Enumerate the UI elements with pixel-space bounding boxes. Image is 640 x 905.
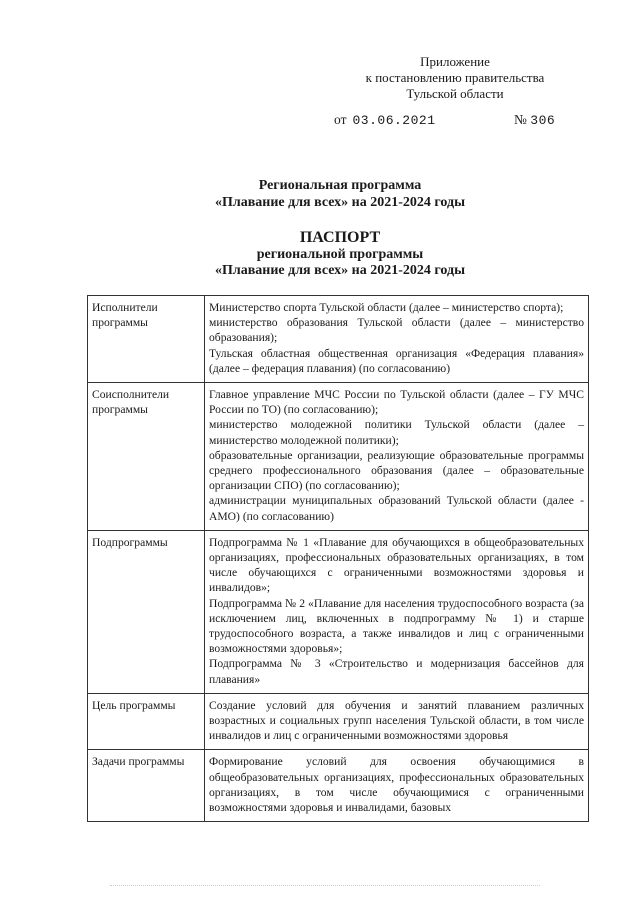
content-paragraph: министерство образования Тульской области (далее – министерство образования); [209, 316, 584, 345]
program-title [60, 177, 620, 211]
program-title-line: «Плавание для всех» на 2021-2024 годы [214, 195, 466, 210]
table-row [88, 296, 589, 383]
passport-subtitle: региональной программы [256, 247, 424, 262]
row-content [205, 296, 589, 383]
table-row [88, 383, 589, 531]
content-paragraph: Подпрограмма № 3 «Строительство и модернизация бассейнов для плавания» [209, 657, 584, 686]
decree-date: 03.06.2021 [352, 113, 436, 128]
passport-title [60, 228, 620, 279]
row-content [205, 530, 589, 693]
content-paragraph: Формирование условий для освоения обучающимися в общеобразовательных организациях, профессиональных образовательных организациях, в том числе обучающимися с ограниченными возможностями здоровья и инвалидами, базовых [209, 755, 584, 815]
row-label: Подпрограммы [88, 530, 205, 693]
date-prefix: от [334, 112, 347, 127]
program-title-line: Региональная программа [258, 178, 422, 193]
appendix-block [340, 54, 570, 102]
row-label: Соисполнители программы [88, 383, 205, 531]
table-row [88, 693, 589, 750]
decree-reference [334, 112, 556, 128]
row-content [205, 693, 589, 750]
content-paragraph: Создание условий для обучения и занятий плаванием различных возрастных и социальных групп населения Тульской области, в том числе инвалидов и лиц с ограниченными возможностями здоровья [209, 698, 584, 743]
decree-number: 306 [530, 113, 556, 128]
content-paragraph: образовательные организации, реализующие образовательные программы среднего профессионального образования (далее – образовательные организации СПО) (по согласованию); [209, 448, 584, 493]
table-row [88, 750, 589, 822]
number-label: № [514, 112, 527, 127]
row-label: Исполнители программы [88, 296, 205, 383]
content-paragraph: Подпрограмма № 2 «Плавание для населения трудоспособного возраста (за исключением лиц, включенных в подпрограмму № 1) и старше трудоспособного возраста, а также инвалидов и лиц с ограниченными возможностями здоровья»; [209, 596, 584, 656]
row-label: Задачи программы [88, 750, 205, 822]
row-content [205, 750, 589, 822]
appendix-line: Приложение [420, 54, 490, 69]
content-paragraph: министерство молодежной политики Тульской области (далее – министерство молодежной политики); [209, 418, 584, 447]
content-paragraph: Тульская областная общественная организация «Федерация плавания» (далее – федерация плавания) (по согласованию) [209, 346, 584, 375]
content-paragraph: Подпрограмма № 1 «Плавание для обучающихся в общеобразовательных организациях, профессиональных образовательных организациях, в том числе обучающихся с ограниченными возможностями здоровья и инвалидов»; [209, 535, 584, 595]
content-paragraph: Министерство спорта Тульской области (далее – министерство спорта); [209, 301, 564, 314]
row-content [205, 383, 589, 531]
table-row [88, 530, 589, 693]
page-edge-artifact [110, 885, 540, 887]
passport-table [87, 295, 589, 822]
passport-heading: ПАСПОРТ [299, 229, 381, 246]
content-paragraph: администрации муниципальных образований Тульской области (далее - АМО) (по согласованию) [209, 494, 584, 523]
row-label: Цель программы [88, 693, 205, 750]
content-paragraph: Главное управление МЧС России по Тульской области (далее – ГУ МЧС России по ТО) (по согласованию); [209, 388, 584, 417]
appendix-line: Тульской области [406, 86, 504, 101]
passport-subtitle: «Плавание для всех» на 2021-2024 годы [214, 263, 466, 278]
appendix-line: к постановлению правительства [365, 70, 545, 85]
